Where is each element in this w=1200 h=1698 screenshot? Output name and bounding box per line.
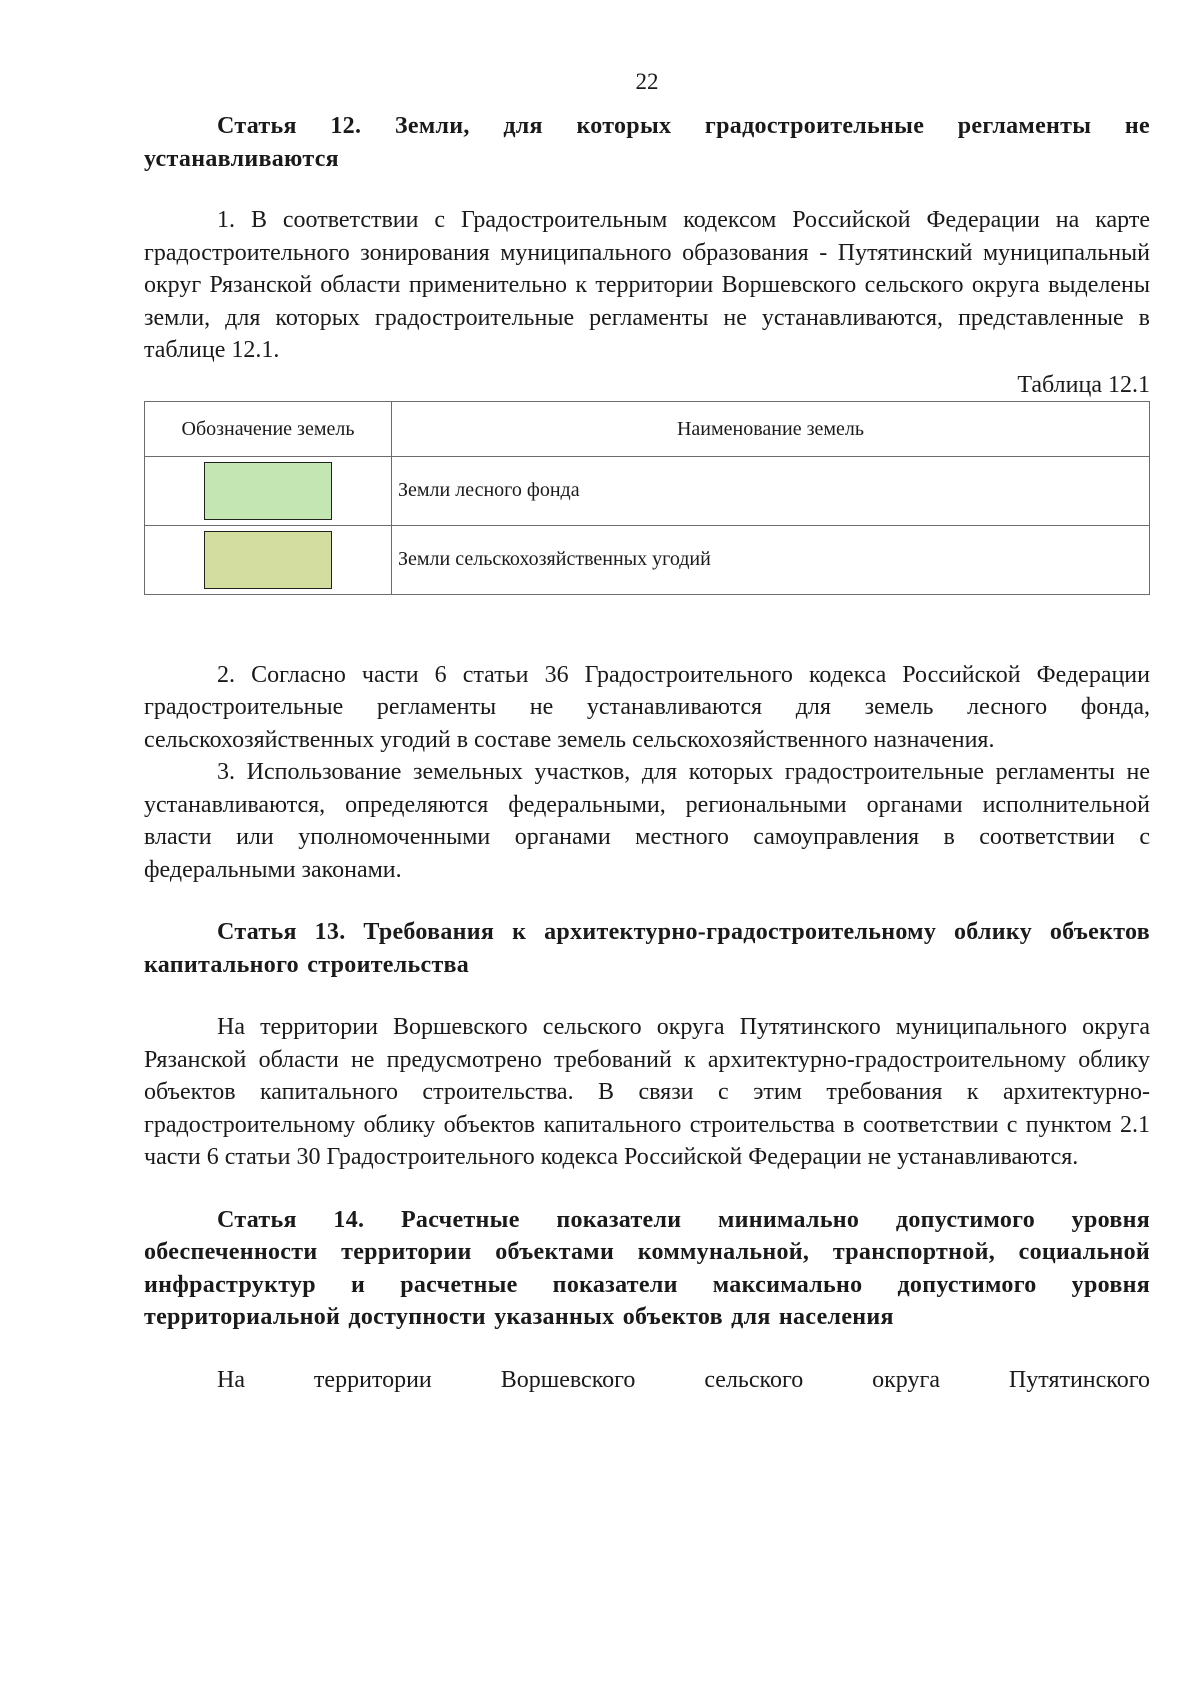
agricultural-land-color-swatch <box>204 531 332 589</box>
table-header-row <box>145 401 1150 456</box>
land-name-cell: Земли лесного фонда <box>392 456 1150 525</box>
article-13-heading: Статья 13. Требования к архитектурно-градостроительному облику объектов капитального строительства <box>144 919 1150 978</box>
lands-table <box>144 401 1150 595</box>
article-14-heading: Статья 14. Расчетные показатели минимально допустимого уровня обеспеченности территории объектами коммунальной, транспортной, социальной инфраструктур и расчетные показатели максимально допустимого уровня территориальной доступности указанных объектов для населения <box>144 1206 1150 1330</box>
designation-cell <box>145 456 392 525</box>
forest-land-color-swatch <box>204 462 332 520</box>
article-13-paragraph-1: На территории Воршевского сельского округа Путятинского муниципального округа Рязанской области не предусмотрено требований к архитектурно-градостроительному облику объектов капитального строительства. В связи с этим требования к архитектурно-градостроительному облику объектов капитального строительства в соответствии с пунктом 2.1 части 6 статьи 30 Градостроительного кодекса Российской Федерации не устанавливаются. <box>144 1014 1150 1170</box>
article-12-paragraph-1: 1. В соответствии с Градостроительным кодексом Российской Федерации на карте градостроительного зонирования муниципального образования - Путятинский муниципальный округ Рязанской области применительно к территории Воршевского сельского округа выделены земли, для которых градостроительные регламенты не устанавливаются, представленные в таблице 12.1. <box>144 207 1150 363</box>
page-number: 22 <box>635 69 659 94</box>
table-row <box>145 456 1150 525</box>
table-caption: Таблица 12.1 <box>1017 371 1150 398</box>
article-12-heading: Статья 12. Земли, для которых градостроительные регламенты не устанавливаются <box>144 113 1150 172</box>
designation-cell <box>145 525 392 594</box>
table-header-designation: Обозначение земель <box>145 401 392 456</box>
article-14-paragraph-1: На территории Воршевского сельского округа Путятинского <box>217 1366 1150 1393</box>
article-12-paragraph-3: 3. Использование земельных участков, для которых градостроительные регламенты не устанавливаются, определяются федеральными, региональными органами исполнительной власти или уполномоченными органами местного самоуправления в соответствии с федеральными законами. <box>144 759 1150 883</box>
table-row <box>145 525 1150 594</box>
document-page <box>144 0 1150 1396</box>
article-12-paragraph-2: 2. Согласно части 6 статьи 36 Градостроительного кодекса Российской Федерации градостроительные регламенты не устанавливаются для земель лесного фонда, сельскохозяйственных угодий в составе земель сельскохозяйственного назначения. <box>144 661 1150 753</box>
table-header-name: Наименование земель <box>392 401 1150 456</box>
land-name-cell: Земли сельскохозяйственных угодий <box>392 525 1150 594</box>
